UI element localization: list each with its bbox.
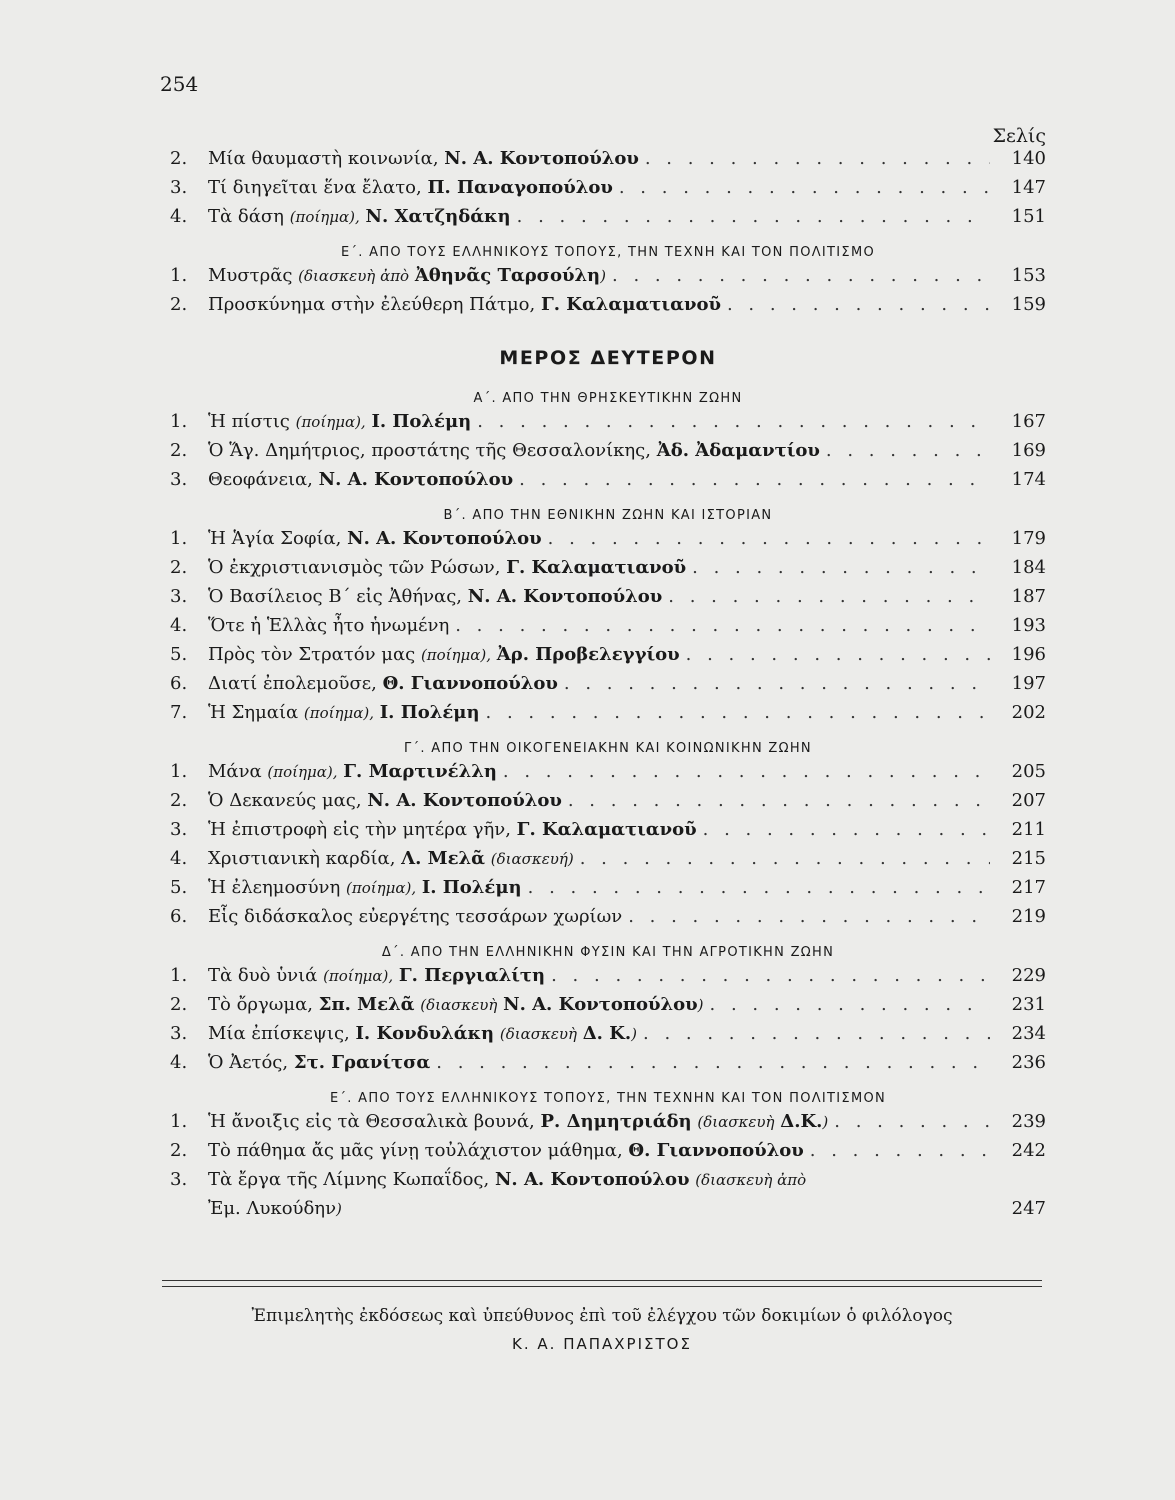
toc-entry: 3. Θεοφάνεια, Ν. Α. Κοντοπούλου . . . 174	[170, 469, 1046, 498]
toc-entry: 2. Ὁ Δεκανεύς μας, Ν. Α. Κοντοπούλου . . . 207	[170, 790, 1046, 819]
page-ref: 167	[1011, 411, 1046, 432]
page-ref: 147	[1011, 177, 1046, 198]
divider-rule	[162, 1286, 1042, 1287]
page-ref: 217	[1011, 877, 1046, 898]
page-ref: 184	[1011, 557, 1046, 578]
page-ref: 174	[1011, 469, 1046, 490]
toc-entry: 1. Μάνα (ποίημα), Γ. Μαρτινέλλη . . . 205	[170, 761, 1046, 790]
toc-entry: 1. Ἡ ἄνοιξις εἰς τὰ Θεσσαλικὰ βουνά, Ρ. Δημητριάδη (διασκευὴ Δ.Κ. ) . . . 239	[170, 1111, 1046, 1140]
toc-entry: 4. Τὰ δάση (ποίημα), Ν. Χατζηδάκη . . . 151	[170, 206, 1046, 235]
page-ref: 179	[1011, 528, 1046, 549]
page-ref: 207	[1011, 790, 1046, 811]
page-ref: 196	[1011, 644, 1046, 665]
part-heading: ΜΕΡΟΣ ΔΕΥΤΕΡΟΝ	[499, 347, 717, 369]
toc-entry: 1. Ἡ πίστις (ποίημα), Ι. Πολέμη . . . 167	[170, 411, 1046, 440]
section-heading: Β΄. ΑΠΟ ΤΗΝ ΕΘΝΙΚΗΝ ΖΩΗΝ ΚΑΙ ΙΣΤΟΡΙΑΝ	[443, 508, 773, 523]
page-ref: 187	[1011, 586, 1046, 607]
page-ref: 239	[1011, 1111, 1046, 1132]
page-ref: 151	[1011, 206, 1046, 227]
page-ref: 202	[1011, 702, 1046, 723]
editor-credit	[162, 1302, 1042, 1358]
page-ref: 242	[1011, 1140, 1046, 1161]
page-ref: 219	[1011, 906, 1046, 927]
page-ref: 215	[1011, 848, 1046, 869]
toc-entry-continued: Ἐμ. Λυκούδην ) 247	[208, 1198, 1046, 1219]
toc-entry: 2. Προσκύνημα στὴν ἐλεύθερη Πάτμο, Γ. Καλαματιανοῦ . . . 159	[170, 294, 1046, 323]
toc-entry: 3. Τί διηγεῖται ἕνα ἔλατο, Π. Παναγοπούλου . . . 147	[170, 177, 1046, 206]
page-ref: 247	[1011, 1198, 1046, 1219]
page-ref: 211	[1011, 819, 1046, 840]
toc-entry: 6. Διατί ἐπολεμοῦσε, Θ. Γιαννοπούλου . . . 197	[170, 673, 1046, 702]
toc-entry: 4. Ὅτε ἡ Ἑλλὰς ἦτο ἡνωμένη . . . 193	[170, 615, 1046, 644]
editor-name: Κ. Α. ΠΑΠΑΧΡΙΣΤΟΣ	[512, 1335, 692, 1353]
toc-entry: 3. Ὁ Βασίλειος Β΄ εἰς Ἀθήνας, Ν. Α. Κοντοπούλου . . . 187	[170, 586, 1046, 615]
toc-entry: 3. Μία ἐπίσκεψις, Ι. Κονδυλάκη (διασκευὴ Δ. Κ. ) . . . 234	[170, 1023, 1046, 1052]
table-of-contents	[170, 148, 1046, 1227]
toc-entry: 3. Τὰ ἔργα τῆς Λίμνης Κωπαΐδος, Ν. Α. Κοντοπούλου (διασκευὴ ἀπὸ	[170, 1169, 807, 1190]
divider-rule	[162, 1280, 1042, 1281]
toc-entry: 1. Τὰ δυὸ ὑνιά (ποίημα), Γ. Περγιαλίτη . . . 229	[170, 965, 1046, 994]
toc-entry: 2. Τὸ ὄργωμα, Σπ. Μελᾶ (διασκευὴ Ν. Α. Κοντοπούλου ) . . . 231	[170, 994, 1046, 1023]
page-ref: 234	[1011, 1023, 1046, 1044]
page-ref: 169	[1011, 440, 1046, 461]
toc-entry: 2. Ὁ Ἅγ. Δημήτριος, προστάτης τῆς Θεσσαλονίκης, Ἀδ. Ἀδαμαντίου . . . 169	[170, 440, 1046, 469]
page-number: 254	[160, 72, 199, 96]
toc-entry: 2. Ὁ ἐκχριστιανισμὸς τῶν Ρώσων, Γ. Καλαματιανοῦ . . . 184	[170, 557, 1046, 586]
page-ref: 153	[1011, 265, 1046, 286]
toc-entry: 3. Ἡ ἐπιστροφὴ εἰς τὴν μητέρα γῆν, Γ. Καλαματιανοῦ . . . 211	[170, 819, 1046, 848]
page-ref: 231	[1011, 994, 1046, 1015]
toc-entry: 5. Ἡ ἐλεημοσύνη (ποίημα), Ι. Πολέμη . . . 217	[170, 877, 1046, 906]
credit-line: Ἐπιμελητὴς ἐκδόσεως καὶ ὑπεύθυνος ἐπὶ τοῦ ἐλέγχου τῶν δοκιμίων ὁ φιλόλογος	[251, 1306, 953, 1326]
page-ref: 159	[1011, 294, 1046, 315]
page-ref: 236	[1011, 1052, 1046, 1073]
page-ref: 193	[1011, 615, 1046, 636]
toc-entry: 5. Πρὸς τὸν Στρατόν μας (ποίημα), Ἀρ. Προβελεγγίου . . . 196	[170, 644, 1046, 673]
toc-entry: 2. Μία θαυμαστὴ κοινωνία, Ν. Α. Κοντοπούλου . . . 140	[170, 148, 1046, 177]
page-ref: 197	[1011, 673, 1046, 694]
page-ref: 229	[1011, 965, 1046, 986]
toc-entry: 4. Χριστιανικὴ καρδία, Λ. Μελᾶ (διασκευή) . . . 215	[170, 848, 1046, 877]
toc-entry: 6. Εἷς διδάσκαλος εὐεργέτης τεσσάρων χωρίων . . . 219	[170, 906, 1046, 935]
section-heading: Α΄. ΑΠΟ ΤΗΝ ΘΡΗΣΚΕΥΤΙΚΗΝ ΖΩΗΝ	[473, 391, 743, 406]
page-ref: 205	[1011, 761, 1046, 782]
section-heading: Δ΄. ΑΠΟ ΤΗΝ ΕΛΛΗΝΙΚΗΝ ΦΥΣΙΝ ΚΑΙ ΤΗΝ ΑΓΡΟΤΙΚΗΝ ΖΩΗΝ	[381, 945, 835, 960]
section-heading: Γ΄. ΑΠΟ ΤΗΝ ΟΙΚΟΓΕΝΕΙΑΚΗΝ ΚΑΙ ΚΟΙΝΩΝΙΚΗΝ ΖΩΗΝ	[404, 741, 812, 756]
toc-entry: 7. Ἡ Σημαία (ποίημα), Ι. Πολέμη . . . 202	[170, 702, 1046, 731]
toc-entry: 2. Τὸ πάθημα ἄς μᾶς γίνῃ τοὐλάχιστον μάθημα, Θ. Γιαννοπούλου . . . 242	[170, 1140, 1046, 1169]
pages-column-label: Σελίς	[992, 125, 1046, 147]
toc-entry: 1. Μυστρᾶς (διασκευὴ ἀπὸ Ἀθηνᾶς Ταρσούλη ) . . . 153	[170, 265, 1046, 294]
page-ref: 140	[1011, 148, 1046, 169]
toc-entry: 1. Ἡ Ἁγία Σοφία, Ν. Α. Κοντοπούλου . . . 179	[170, 528, 1046, 557]
section-heading: Ε΄. ΑΠΟ ΤΟΥΣ ΕΛΛΗΝΙΚΟΥΣ ΤΟΠΟΥΣ, ΤΗΝ ΤΕΧΝΗΝ ΚΑΙ ΤΟΝ ΠΟΛΙΤΙΣΜΟΝ	[329, 1091, 887, 1106]
toc-entry: 4. Ὁ Ἀετός, Στ. Γρανίτσα . . . 236	[170, 1052, 1046, 1081]
section-heading: Ε΄. ΑΠΟ ΤΟΥΣ ΕΛΛΗΝΙΚΟΥΣ ΤΟΠΟΥΣ, ΤΗΝ ΤΕΧΝΗ ΚΑΙ ΤΟΝ ΠΟΛΙΤΙΣΜΟ	[340, 245, 875, 260]
